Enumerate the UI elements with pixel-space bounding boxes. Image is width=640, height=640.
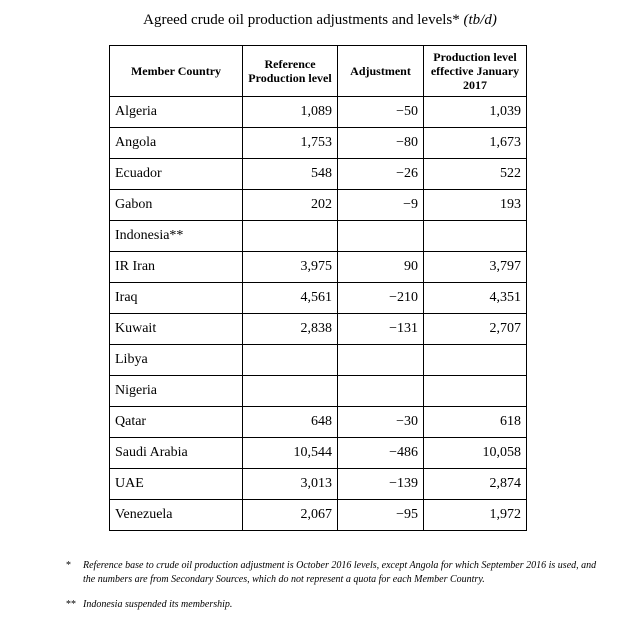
cell-adjustment: −80 bbox=[338, 128, 424, 159]
header-reference-production: Reference Production level bbox=[243, 46, 338, 97]
cell-production: 1,673 bbox=[424, 128, 527, 159]
cell-reference bbox=[243, 345, 338, 376]
header-row bbox=[110, 46, 527, 97]
cell-production bbox=[424, 345, 527, 376]
cell-country: Gabon bbox=[110, 190, 243, 221]
table-title bbox=[0, 12, 640, 29]
footnote-reference bbox=[66, 559, 606, 587]
cell-reference: 648 bbox=[243, 407, 338, 438]
cell-adjustment bbox=[338, 221, 424, 252]
cell-adjustment: −486 bbox=[338, 438, 424, 469]
cell-reference: 3,013 bbox=[243, 469, 338, 500]
cell-adjustment: −30 bbox=[338, 407, 424, 438]
table-row bbox=[110, 128, 527, 159]
cell-reference: 1,089 bbox=[243, 97, 338, 128]
cell-country: UAE bbox=[110, 469, 243, 500]
cell-reference: 202 bbox=[243, 190, 338, 221]
cell-country: Venezuela bbox=[110, 500, 243, 531]
cell-production: 522 bbox=[424, 159, 527, 190]
cell-country: Libya bbox=[110, 345, 243, 376]
cell-production: 3,797 bbox=[424, 252, 527, 283]
cell-production: 1,972 bbox=[424, 500, 527, 531]
cell-production: 2,707 bbox=[424, 314, 527, 345]
cell-reference: 548 bbox=[243, 159, 338, 190]
header-member-country: Member Country bbox=[110, 46, 243, 97]
cell-adjustment bbox=[338, 345, 424, 376]
cell-reference: 10,544 bbox=[243, 438, 338, 469]
footnote-text: Reference base to crude oil production adjustment is October 2016 levels, except Angola for which September 2016 is used, and the numbers are from Secondary Sources, which do not represent a quota for each Member Country. bbox=[83, 560, 597, 585]
cell-adjustment: −50 bbox=[338, 97, 424, 128]
table-row bbox=[110, 221, 527, 252]
table-row bbox=[110, 97, 527, 128]
header-adjustment: Adjustment bbox=[338, 46, 424, 97]
cell-adjustment bbox=[338, 376, 424, 407]
cell-adjustment: −139 bbox=[338, 469, 424, 500]
cell-reference: 2,838 bbox=[243, 314, 338, 345]
table-row bbox=[110, 500, 527, 531]
table-row bbox=[110, 190, 527, 221]
title-text: Agreed crude oil production adjustments and levels* bbox=[143, 12, 460, 28]
cell-adjustment: −9 bbox=[338, 190, 424, 221]
cell-adjustment: −210 bbox=[338, 283, 424, 314]
production-table bbox=[109, 45, 527, 531]
table-row bbox=[110, 283, 527, 314]
cell-production: 1,039 bbox=[424, 97, 527, 128]
cell-adjustment: 90 bbox=[338, 252, 424, 283]
cell-country: Qatar bbox=[110, 407, 243, 438]
cell-production: 2,874 bbox=[424, 469, 527, 500]
cell-production: 193 bbox=[424, 190, 527, 221]
table-body bbox=[110, 97, 527, 531]
table-row bbox=[110, 314, 527, 345]
table-row bbox=[110, 159, 527, 190]
title-unit: (tb/d) bbox=[463, 12, 497, 28]
table-row bbox=[110, 345, 527, 376]
cell-reference: 2,067 bbox=[243, 500, 338, 531]
cell-reference bbox=[243, 376, 338, 407]
cell-adjustment: −26 bbox=[338, 159, 424, 190]
table-row bbox=[110, 252, 527, 283]
cell-adjustment: −95 bbox=[338, 500, 424, 531]
cell-reference: 1,753 bbox=[243, 128, 338, 159]
cell-production bbox=[424, 221, 527, 252]
cell-country: Kuwait bbox=[110, 314, 243, 345]
footnote-mark: ** bbox=[66, 599, 76, 610]
table-row bbox=[110, 438, 527, 469]
cell-production: 10,058 bbox=[424, 438, 527, 469]
table-row bbox=[110, 407, 527, 438]
cell-reference bbox=[243, 221, 338, 252]
cell-country: Indonesia** bbox=[110, 221, 243, 252]
cell-reference: 3,975 bbox=[243, 252, 338, 283]
cell-country: Angola bbox=[110, 128, 243, 159]
table-row bbox=[110, 469, 527, 500]
footnote-text: Indonesia suspended its membership. bbox=[83, 599, 233, 610]
cell-production bbox=[424, 376, 527, 407]
cell-country: IR Iran bbox=[110, 252, 243, 283]
footnote-mark: * bbox=[66, 560, 71, 571]
cell-country: Algeria bbox=[110, 97, 243, 128]
cell-country: Ecuador bbox=[110, 159, 243, 190]
cell-country: Saudi Arabia bbox=[110, 438, 243, 469]
cell-country: Iraq bbox=[110, 283, 243, 314]
cell-adjustment: −131 bbox=[338, 314, 424, 345]
cell-production: 4,351 bbox=[424, 283, 527, 314]
header-production-effective: Production level effective January 2017 bbox=[424, 46, 527, 97]
footnote-indonesia bbox=[66, 598, 606, 612]
cell-production: 618 bbox=[424, 407, 527, 438]
cell-country: Nigeria bbox=[110, 376, 243, 407]
table-row bbox=[110, 376, 527, 407]
cell-reference: 4,561 bbox=[243, 283, 338, 314]
